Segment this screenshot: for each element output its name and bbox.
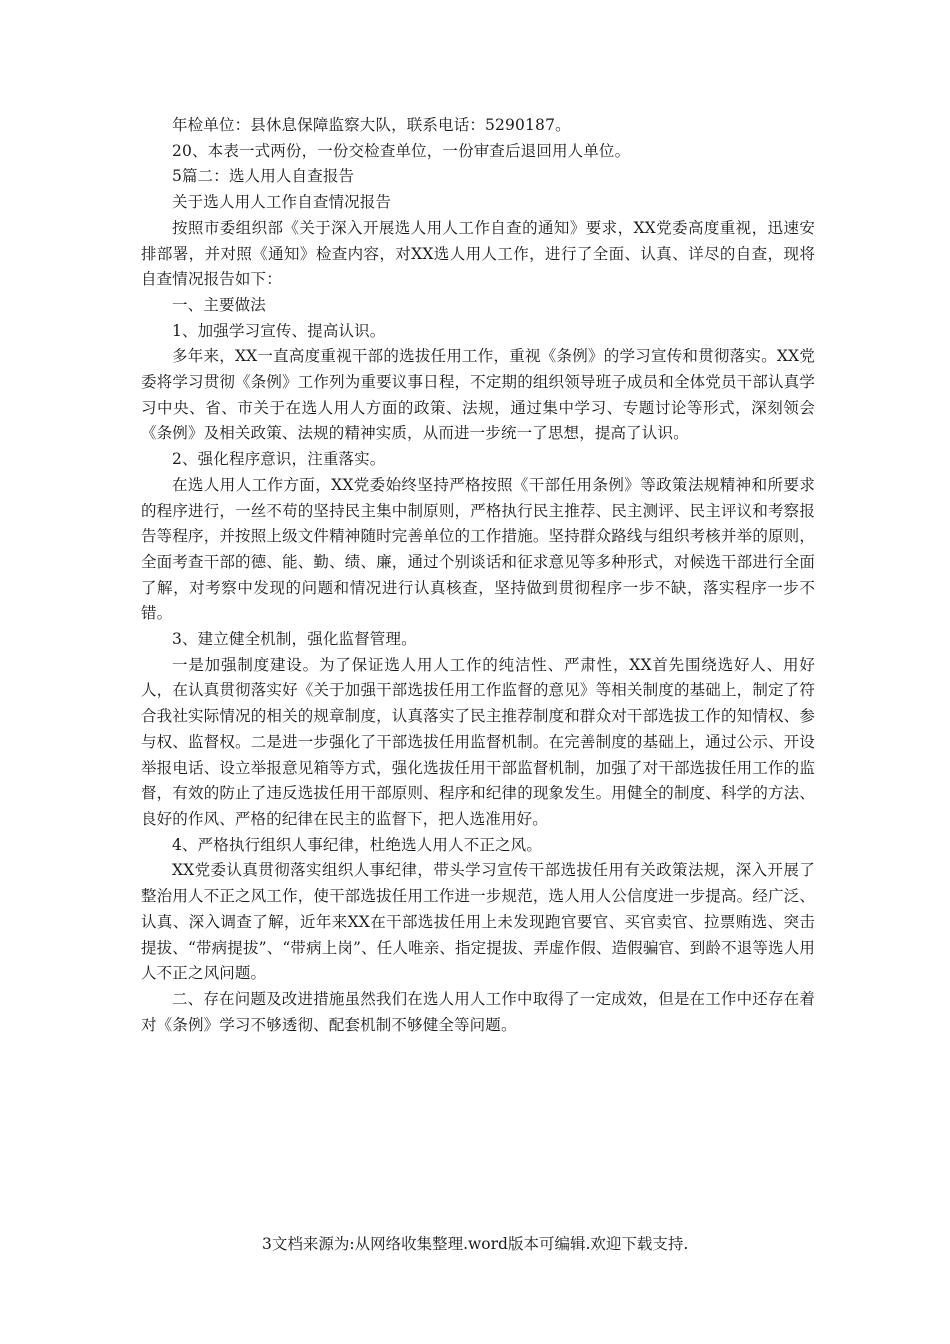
page-footer: 3文档来源为:从网络收集整理.word版本可编辑.欢迎下载支持. [262,1235,689,1253]
subheading-1: 1、加强学习宣传、提高认识。 [172,321,386,340]
subheading-2: 2、强化程序意识，注重落实。 [172,450,386,469]
document-body [141,113,815,1038]
paragraph-inspection-unit: 年检单位：县休息保障监察大队，联系电话：5290187。 [172,116,571,134]
paragraph-intro: 按照市委组织部《关于深入开展选人用人工作自查的通知》要求，XX党委高度重视，迅速安排部署，并对照《通知》检查内容，对XX选人用人工作，进行了全面、认真、详尽的自查，现将自查情况报告如下： [141,218,815,289]
subheading-4: 4、严格执行组织人事纪律，杜绝选人用人不正之风。 [172,835,542,854]
paragraph-problems: 二、存在问题及改进措施虽然我们在选人用人工作中取得了一定成效，但是在工作中还存在着对《条例》学习不够透彻、配套机制不够健全等问题。 [141,989,815,1034]
section-heading-part-two: 5篇二：选人用人自查报告 [172,167,355,186]
paragraph-mechanism: 一是加强制度建设。为了保证选人用人工作的纯洁性、严肃性，XX首先围绕选好人、用好人，在认真贯彻落实好《关于加强干部选拔任用工作监督的意见》等相关制度的基础上，制定了符合我社实际情况的相关的规章制度，认真落实了民主推荐制度和群众对干部选拔工作的知情权、参与权、监督权。二是进一步强化了干部选拔任用监督机制。在完善制度的基础上，通过公示、开设举报电话、设立举报意见箱等方式，强化选拔任用干部监督机制，加强了对干部选拔任用工作的监督，有效的防止了违反选拔任用干部原则、程序和纪律的现象发生。用健全的制度、科学的方法、良好的作风、严格的纪律在民主的监督下，把人选准用好。 [141,655,815,828]
paragraph-form-copies: 20、本表一式两份，一份交检查单位，一份审查后退回用人单位。 [172,141,631,160]
subheading-3: 3、建立健全机制，强化监督管理。 [172,630,417,649]
report-title: 关于选人用人工作自查情况报告 [172,193,392,212]
heading-main-practices: 一、主要做法 [172,295,266,314]
paragraph-procedure: 在选人用人工作方面，XX党委始终坚持严格按照《干部任用条例》等政策法规精神和所要求的程序进行，一丝不苟的坚持民主集中制原则，严格执行民主推荐、民主测评、民主评议和考察报告等程序，并按照上级文件精神随时完善单位的工作措施。坚持群众路线与组织考核并举的原则，全面考查干部的德、能、勤、绩、廉，通过个别谈话和征求意见等多种形式，对候选干部进行全面了解，对考察中发现的问题和情况进行认真核查，坚持做到贯彻程序一步不缺，落实程序一步不错。 [141,475,815,623]
paragraph-discipline: XX党委认真贯彻落实组织人事纪律，带头学习宣传干部选拔任用有关政策法规，深入开展了整治用人不正之风工作，使干部选拔任用工作进一步规范，选人用人公信度进一步提高。经广泛、认真、深入调查了解，近年来XX在干部选拔任用上未发现跑官要官、买官卖官、拉票贿选、突击提拔、“带病提拔”、“带病上岗”、任人唯亲、指定提拔、弄虚作假、造假骗官、到龄不退等选人用人不正之风问题。 [141,861,815,983]
paragraph-study-publicity: 多年来，XX一直高度重视干部的选拔任用工作，重视《条例》的学习宣传和贯彻落实。XX党委将学习贯彻《条例》工作列为重要议事日程，不定期的组织领导班子成员和全体党员干部认真学习中央、省、市关于在选人用人方面的政策、法规，通过集中学习、专题讨论等形式，深刻领会《条例》及相关政策、法规的精神实质，从而进一步统一了思想，提高了认识。 [141,347,815,443]
